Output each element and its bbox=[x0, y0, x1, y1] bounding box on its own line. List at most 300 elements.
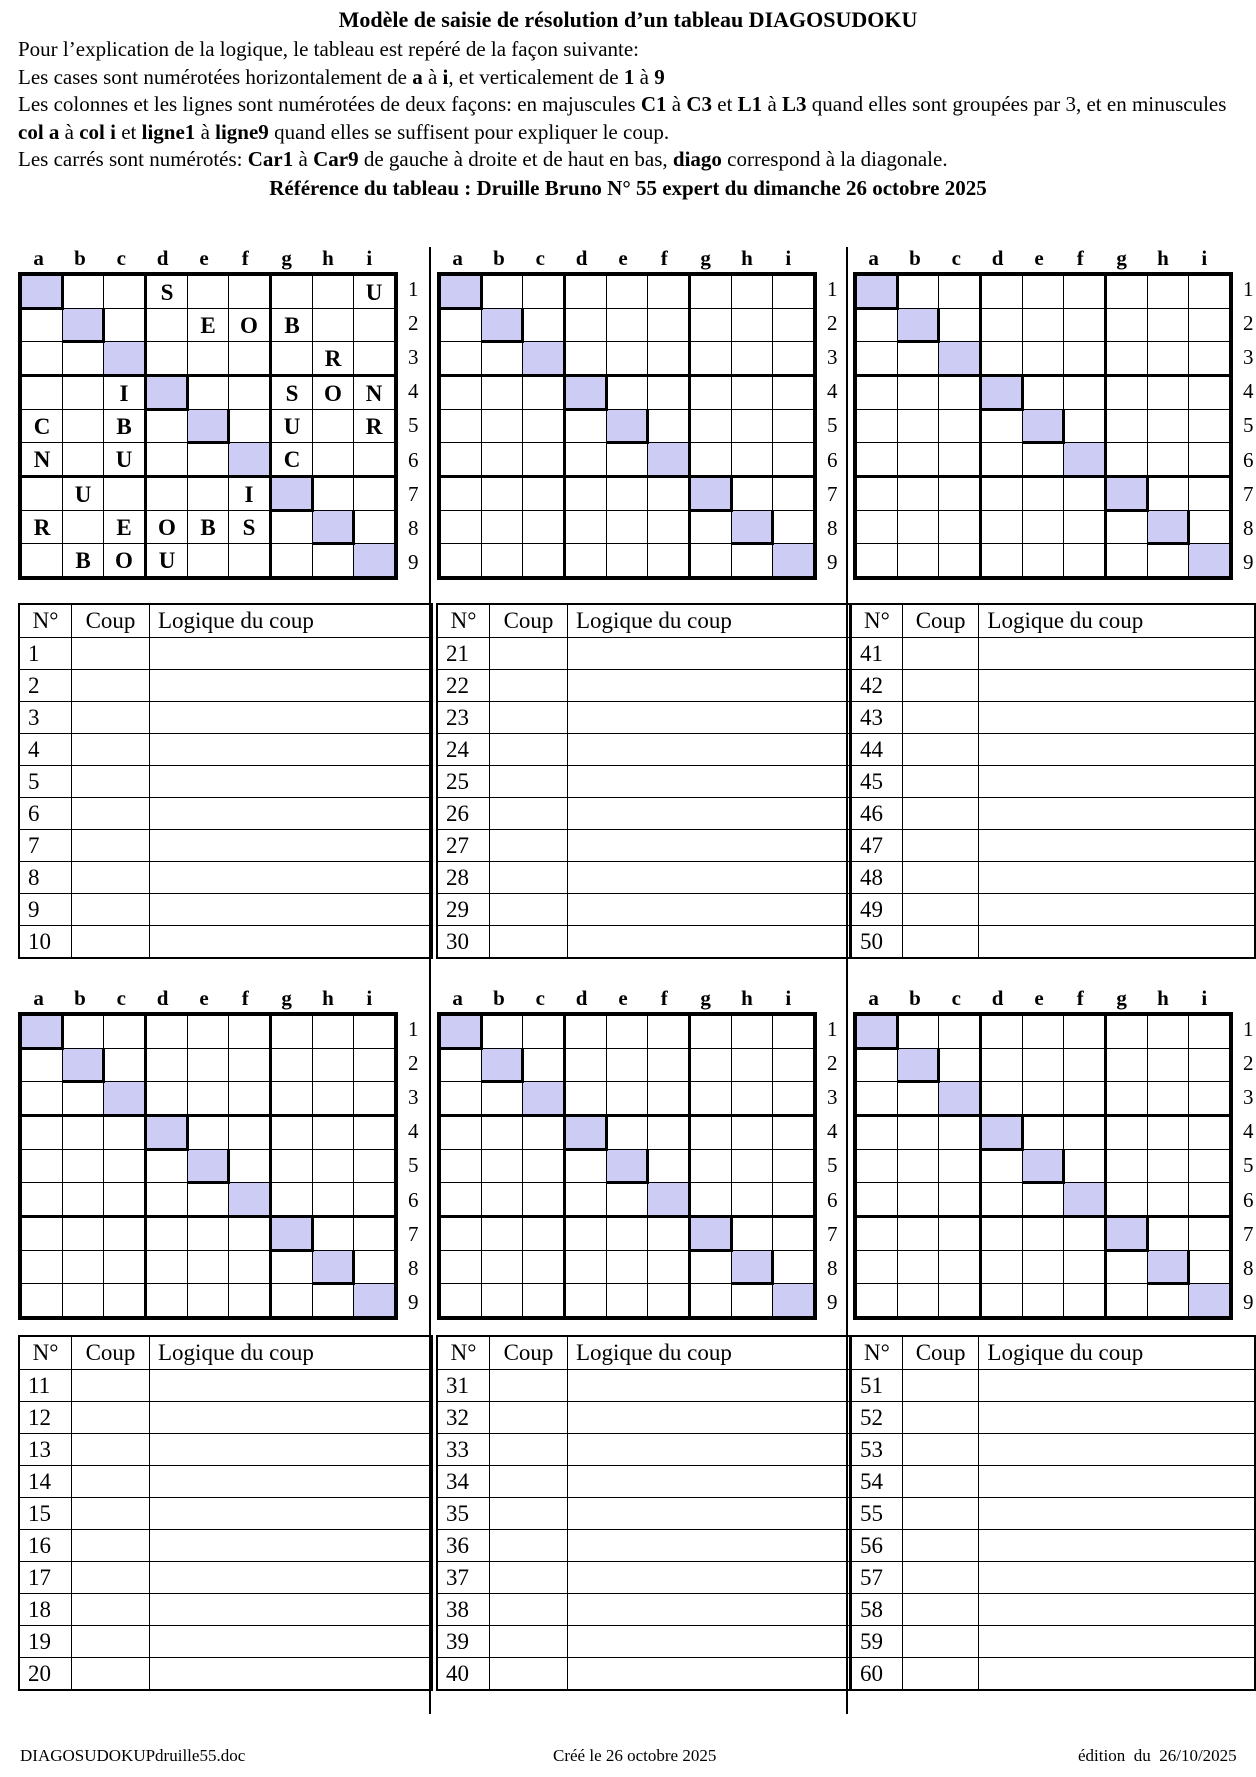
cell-e2[interactable] bbox=[607, 1049, 648, 1082]
cell-f3[interactable] bbox=[648, 1082, 690, 1116]
cell-e5[interactable] bbox=[607, 1150, 648, 1183]
cell-f5[interactable] bbox=[648, 410, 690, 443]
cell-g7[interactable] bbox=[1106, 1217, 1148, 1251]
cell-f3[interactable] bbox=[1064, 342, 1106, 376]
cell-c2[interactable] bbox=[523, 309, 565, 342]
cell-a8[interactable] bbox=[855, 511, 898, 544]
cell-a1[interactable] bbox=[20, 1014, 63, 1049]
cell-a2[interactable] bbox=[20, 1049, 63, 1082]
cell-a3[interactable] bbox=[855, 342, 898, 376]
cell-a8[interactable] bbox=[439, 1251, 482, 1284]
cell-e3[interactable] bbox=[607, 1082, 648, 1116]
logique-input-cell[interactable] bbox=[979, 1370, 1255, 1402]
cell-e6[interactable] bbox=[1023, 443, 1064, 477]
cell-f9[interactable] bbox=[229, 1284, 271, 1319]
cell-h7[interactable] bbox=[313, 477, 354, 511]
cell-h2[interactable] bbox=[732, 1049, 773, 1082]
coup-input-cell[interactable] bbox=[72, 1594, 150, 1626]
logique-input-cell[interactable] bbox=[568, 702, 851, 734]
coup-input-cell[interactable] bbox=[902, 1466, 979, 1498]
cell-a8[interactable] bbox=[439, 511, 482, 544]
cell-e1[interactable] bbox=[1023, 1014, 1064, 1049]
cell-g7[interactable] bbox=[690, 1217, 732, 1251]
coup-input-cell[interactable] bbox=[490, 766, 568, 798]
coup-input-cell[interactable] bbox=[902, 734, 979, 766]
cell-e6[interactable] bbox=[188, 1183, 229, 1217]
cell-h4[interactable] bbox=[1148, 376, 1189, 410]
cell-i3[interactable] bbox=[1189, 1082, 1232, 1116]
coup-input-cell[interactable] bbox=[902, 1658, 979, 1691]
cell-b5[interactable] bbox=[898, 410, 939, 443]
coup-input-cell[interactable] bbox=[72, 734, 150, 766]
cell-f6[interactable] bbox=[229, 443, 271, 477]
cell-h4[interactable] bbox=[732, 1116, 773, 1150]
cell-b4[interactable] bbox=[898, 1116, 939, 1150]
coup-input-cell[interactable] bbox=[490, 798, 568, 830]
cell-g8[interactable] bbox=[1106, 1251, 1148, 1284]
cell-a1[interactable] bbox=[855, 1014, 898, 1049]
cell-b8[interactable] bbox=[482, 511, 523, 544]
coup-input-cell[interactable] bbox=[902, 1530, 979, 1562]
cell-g6[interactable] bbox=[690, 1183, 732, 1217]
cell-c3[interactable] bbox=[939, 342, 981, 376]
cell-i9[interactable] bbox=[354, 544, 397, 579]
cell-i1[interactable] bbox=[354, 1014, 397, 1049]
cell-g1[interactable] bbox=[271, 274, 313, 309]
cell-b2[interactable] bbox=[482, 1049, 523, 1082]
cell-a7[interactable] bbox=[439, 1217, 482, 1251]
cell-g7[interactable] bbox=[1106, 477, 1148, 511]
cell-g9[interactable] bbox=[1106, 1284, 1148, 1319]
cell-a8[interactable] bbox=[855, 1251, 898, 1284]
cell-b3[interactable] bbox=[482, 342, 523, 376]
logique-input-cell[interactable] bbox=[150, 830, 433, 862]
cell-a2[interactable] bbox=[855, 309, 898, 342]
cell-h9[interactable] bbox=[732, 1284, 773, 1319]
cell-d7[interactable] bbox=[146, 1217, 188, 1251]
cell-i9[interactable] bbox=[773, 1284, 816, 1319]
cell-h5[interactable] bbox=[1148, 1150, 1189, 1183]
cell-b8[interactable] bbox=[898, 1251, 939, 1284]
cell-e4[interactable] bbox=[607, 376, 648, 410]
cell-g3[interactable] bbox=[690, 1082, 732, 1116]
cell-d1[interactable] bbox=[565, 1014, 607, 1049]
cell-c1[interactable] bbox=[523, 274, 565, 309]
coup-input-cell[interactable] bbox=[490, 1498, 568, 1530]
cell-a3[interactable] bbox=[439, 1082, 482, 1116]
cell-d5[interactable] bbox=[146, 410, 188, 443]
cell-d2[interactable] bbox=[565, 1049, 607, 1082]
cell-f4[interactable] bbox=[229, 1116, 271, 1150]
logique-input-cell[interactable] bbox=[979, 1498, 1255, 1530]
cell-i5[interactable] bbox=[773, 1150, 816, 1183]
cell-b2[interactable] bbox=[482, 309, 523, 342]
coup-input-cell[interactable] bbox=[490, 1626, 568, 1658]
cell-g5[interactable] bbox=[271, 1150, 313, 1183]
cell-d1[interactable] bbox=[146, 1014, 188, 1049]
cell-a1[interactable] bbox=[20, 274, 63, 309]
cell-i2[interactable] bbox=[773, 1049, 816, 1082]
logique-input-cell[interactable] bbox=[568, 1530, 851, 1562]
cell-e9[interactable] bbox=[607, 1284, 648, 1319]
logique-input-cell[interactable] bbox=[568, 670, 851, 702]
cell-c9[interactable] bbox=[939, 544, 981, 579]
coup-input-cell[interactable] bbox=[72, 702, 150, 734]
cell-h6[interactable] bbox=[732, 443, 773, 477]
logique-input-cell[interactable] bbox=[979, 862, 1255, 894]
cell-e3[interactable] bbox=[188, 342, 229, 376]
cell-c9[interactable] bbox=[523, 544, 565, 579]
cell-d7[interactable] bbox=[981, 1217, 1023, 1251]
logique-input-cell[interactable] bbox=[568, 638, 851, 670]
cell-d1[interactable] bbox=[981, 1014, 1023, 1049]
cell-d6[interactable] bbox=[565, 1183, 607, 1217]
cell-i6[interactable] bbox=[773, 1183, 816, 1217]
cell-h2[interactable] bbox=[732, 309, 773, 342]
cell-i5[interactable] bbox=[773, 410, 816, 443]
cell-e8[interactable] bbox=[607, 1251, 648, 1284]
cell-f3[interactable] bbox=[1064, 1082, 1106, 1116]
logique-input-cell[interactable] bbox=[979, 766, 1255, 798]
cell-f4[interactable] bbox=[648, 376, 690, 410]
cell-b8[interactable] bbox=[482, 1251, 523, 1284]
cell-a1[interactable] bbox=[439, 274, 482, 309]
cell-b4[interactable] bbox=[898, 376, 939, 410]
cell-i9[interactable] bbox=[1189, 544, 1232, 579]
cell-b8[interactable] bbox=[63, 1251, 104, 1284]
cell-d7[interactable] bbox=[981, 477, 1023, 511]
coup-input-cell[interactable] bbox=[490, 702, 568, 734]
coup-input-cell[interactable] bbox=[490, 1370, 568, 1402]
cell-h3[interactable] bbox=[1148, 342, 1189, 376]
cell-g1[interactable] bbox=[1106, 274, 1148, 309]
cell-h5[interactable] bbox=[732, 410, 773, 443]
coup-input-cell[interactable] bbox=[72, 926, 150, 959]
cell-d4[interactable] bbox=[146, 376, 188, 410]
cell-d9[interactable] bbox=[146, 1284, 188, 1319]
cell-d2[interactable] bbox=[981, 1049, 1023, 1082]
coup-input-cell[interactable] bbox=[490, 926, 568, 959]
cell-f1[interactable] bbox=[648, 1014, 690, 1049]
logique-input-cell[interactable] bbox=[979, 1466, 1255, 1498]
cell-c3[interactable] bbox=[939, 1082, 981, 1116]
cell-d3[interactable] bbox=[565, 1082, 607, 1116]
logique-input-cell[interactable] bbox=[150, 638, 433, 670]
cell-i1[interactable] bbox=[773, 1014, 816, 1049]
cell-c8[interactable] bbox=[523, 511, 565, 544]
cell-a5[interactable] bbox=[20, 1150, 63, 1183]
logique-input-cell[interactable] bbox=[150, 1498, 433, 1530]
cell-a2[interactable] bbox=[439, 1049, 482, 1082]
cell-d5[interactable] bbox=[981, 1150, 1023, 1183]
cell-a1[interactable] bbox=[855, 274, 898, 309]
coup-input-cell[interactable] bbox=[72, 830, 150, 862]
cell-a5[interactable] bbox=[439, 410, 482, 443]
cell-g1[interactable] bbox=[690, 1014, 732, 1049]
cell-c2[interactable] bbox=[104, 309, 146, 342]
logique-input-cell[interactable] bbox=[568, 1562, 851, 1594]
coup-input-cell[interactable] bbox=[72, 766, 150, 798]
cell-h2[interactable] bbox=[313, 1049, 354, 1082]
cell-a9[interactable] bbox=[855, 544, 898, 579]
cell-c5[interactable] bbox=[523, 410, 565, 443]
coup-input-cell[interactable] bbox=[902, 1370, 979, 1402]
coup-input-cell[interactable] bbox=[902, 862, 979, 894]
logique-input-cell[interactable] bbox=[979, 1562, 1255, 1594]
cell-i7[interactable] bbox=[1189, 477, 1232, 511]
cell-b8[interactable] bbox=[898, 511, 939, 544]
cell-b3[interactable] bbox=[63, 342, 104, 376]
cell-b5[interactable] bbox=[482, 410, 523, 443]
coup-input-cell[interactable] bbox=[490, 830, 568, 862]
logique-input-cell[interactable] bbox=[979, 734, 1255, 766]
cell-b5[interactable] bbox=[482, 1150, 523, 1183]
logique-input-cell[interactable] bbox=[568, 830, 851, 862]
cell-c2[interactable] bbox=[939, 309, 981, 342]
cell-i4[interactable] bbox=[773, 376, 816, 410]
cell-d6[interactable] bbox=[146, 443, 188, 477]
cell-e5[interactable] bbox=[607, 410, 648, 443]
cell-c7[interactable] bbox=[523, 477, 565, 511]
cell-i4[interactable] bbox=[1189, 1116, 1232, 1150]
cell-b3[interactable] bbox=[898, 1082, 939, 1116]
cell-f2[interactable] bbox=[648, 309, 690, 342]
cell-h7[interactable] bbox=[1148, 477, 1189, 511]
cell-i8[interactable] bbox=[773, 511, 816, 544]
cell-f7[interactable] bbox=[1064, 1217, 1106, 1251]
cell-f7[interactable] bbox=[229, 1217, 271, 1251]
logique-input-cell[interactable] bbox=[568, 1498, 851, 1530]
cell-b5[interactable] bbox=[63, 410, 104, 443]
cell-c5[interactable] bbox=[523, 1150, 565, 1183]
logique-input-cell[interactable] bbox=[150, 1466, 433, 1498]
cell-a6[interactable] bbox=[439, 443, 482, 477]
cell-i3[interactable] bbox=[354, 1082, 397, 1116]
cell-g3[interactable] bbox=[271, 342, 313, 376]
cell-e4[interactable] bbox=[188, 1116, 229, 1150]
cell-e1[interactable] bbox=[188, 1014, 229, 1049]
cell-h6[interactable] bbox=[732, 1183, 773, 1217]
cell-h9[interactable] bbox=[313, 544, 354, 579]
cell-f7[interactable] bbox=[1064, 477, 1106, 511]
cell-b7[interactable] bbox=[898, 1217, 939, 1251]
cell-e4[interactable] bbox=[1023, 376, 1064, 410]
logique-input-cell[interactable] bbox=[568, 734, 851, 766]
logique-input-cell[interactable] bbox=[150, 1402, 433, 1434]
coup-input-cell[interactable] bbox=[72, 1370, 150, 1402]
cell-b6[interactable] bbox=[898, 1183, 939, 1217]
coup-input-cell[interactable] bbox=[72, 1434, 150, 1466]
cell-f1[interactable] bbox=[1064, 274, 1106, 309]
cell-c7[interactable] bbox=[939, 1217, 981, 1251]
cell-g6[interactable] bbox=[271, 1183, 313, 1217]
cell-f3[interactable] bbox=[229, 342, 271, 376]
cell-f8[interactable] bbox=[648, 511, 690, 544]
cell-b2[interactable] bbox=[63, 1049, 104, 1082]
cell-i2[interactable] bbox=[1189, 309, 1232, 342]
cell-g6[interactable] bbox=[690, 443, 732, 477]
cell-e8[interactable] bbox=[1023, 511, 1064, 544]
cell-d1[interactable] bbox=[981, 274, 1023, 309]
cell-h2[interactable] bbox=[313, 309, 354, 342]
cell-a7[interactable] bbox=[20, 477, 63, 511]
logique-input-cell[interactable] bbox=[979, 798, 1255, 830]
logique-input-cell[interactable] bbox=[568, 926, 851, 959]
cell-d8[interactable] bbox=[565, 1251, 607, 1284]
cell-a5[interactable] bbox=[439, 1150, 482, 1183]
coup-input-cell[interactable] bbox=[490, 1466, 568, 1498]
cell-b4[interactable] bbox=[63, 376, 104, 410]
cell-c3[interactable] bbox=[104, 342, 146, 376]
cell-i9[interactable] bbox=[1189, 1284, 1232, 1319]
cell-i3[interactable] bbox=[773, 1082, 816, 1116]
logique-input-cell[interactable] bbox=[979, 1530, 1255, 1562]
logique-input-cell[interactable] bbox=[150, 1594, 433, 1626]
cell-i8[interactable] bbox=[354, 511, 397, 544]
cell-d6[interactable] bbox=[981, 1183, 1023, 1217]
cell-h7[interactable] bbox=[732, 1217, 773, 1251]
cell-e4[interactable] bbox=[188, 376, 229, 410]
logique-input-cell[interactable] bbox=[568, 1594, 851, 1626]
coup-input-cell[interactable] bbox=[902, 926, 979, 959]
cell-f5[interactable] bbox=[229, 410, 271, 443]
cell-a3[interactable] bbox=[439, 342, 482, 376]
cell-e2[interactable] bbox=[1023, 309, 1064, 342]
cell-h9[interactable] bbox=[313, 1284, 354, 1319]
cell-h6[interactable] bbox=[1148, 443, 1189, 477]
cell-g9[interactable] bbox=[1106, 544, 1148, 579]
logique-input-cell[interactable] bbox=[150, 926, 433, 959]
coup-input-cell[interactable] bbox=[490, 1402, 568, 1434]
logique-input-cell[interactable] bbox=[568, 1466, 851, 1498]
cell-e7[interactable] bbox=[607, 1217, 648, 1251]
cell-h6[interactable] bbox=[313, 443, 354, 477]
cell-h1[interactable] bbox=[1148, 274, 1189, 309]
logique-input-cell[interactable] bbox=[150, 1530, 433, 1562]
cell-b4[interactable] bbox=[63, 1116, 104, 1150]
cell-b5[interactable] bbox=[63, 1150, 104, 1183]
cell-b5[interactable] bbox=[898, 1150, 939, 1183]
cell-a7[interactable] bbox=[20, 1217, 63, 1251]
cell-a6[interactable] bbox=[439, 1183, 482, 1217]
cell-c4[interactable] bbox=[523, 1116, 565, 1150]
logique-input-cell[interactable] bbox=[568, 1370, 851, 1402]
cell-d2[interactable] bbox=[146, 309, 188, 342]
cell-h8[interactable] bbox=[732, 1251, 773, 1284]
cell-h2[interactable] bbox=[1148, 309, 1189, 342]
cell-h1[interactable] bbox=[732, 1014, 773, 1049]
cell-b7[interactable] bbox=[898, 477, 939, 511]
cell-f1[interactable] bbox=[229, 1014, 271, 1049]
cell-g9[interactable] bbox=[271, 1284, 313, 1319]
coup-input-cell[interactable] bbox=[902, 1402, 979, 1434]
coup-input-cell[interactable] bbox=[902, 1498, 979, 1530]
cell-i7[interactable] bbox=[354, 1217, 397, 1251]
cell-d6[interactable] bbox=[565, 443, 607, 477]
cell-c8[interactable] bbox=[523, 1251, 565, 1284]
cell-a4[interactable] bbox=[439, 1116, 482, 1150]
coup-input-cell[interactable] bbox=[902, 894, 979, 926]
cell-b1[interactable] bbox=[482, 1014, 523, 1049]
cell-h3[interactable] bbox=[732, 342, 773, 376]
coup-input-cell[interactable] bbox=[490, 862, 568, 894]
cell-d2[interactable] bbox=[981, 309, 1023, 342]
cell-a6[interactable] bbox=[20, 1183, 63, 1217]
coup-input-cell[interactable] bbox=[902, 766, 979, 798]
cell-c8[interactable] bbox=[939, 1251, 981, 1284]
cell-f6[interactable] bbox=[648, 1183, 690, 1217]
coup-input-cell[interactable] bbox=[72, 1402, 150, 1434]
cell-e2[interactable] bbox=[607, 309, 648, 342]
cell-a1[interactable] bbox=[439, 1014, 482, 1049]
cell-i9[interactable] bbox=[354, 1284, 397, 1319]
cell-b9[interactable] bbox=[898, 1284, 939, 1319]
cell-i7[interactable] bbox=[1189, 1217, 1232, 1251]
cell-g2[interactable] bbox=[690, 1049, 732, 1082]
logique-input-cell[interactable] bbox=[979, 926, 1255, 959]
cell-c7[interactable] bbox=[939, 477, 981, 511]
cell-c6[interactable] bbox=[523, 443, 565, 477]
cell-g5[interactable] bbox=[690, 1150, 732, 1183]
cell-a9[interactable] bbox=[20, 1284, 63, 1319]
cell-i3[interactable] bbox=[773, 342, 816, 376]
logique-input-cell[interactable] bbox=[979, 1658, 1255, 1691]
cell-g8[interactable] bbox=[271, 1251, 313, 1284]
cell-c3[interactable] bbox=[523, 1082, 565, 1116]
cell-i8[interactable] bbox=[1189, 511, 1232, 544]
cell-d2[interactable] bbox=[146, 1049, 188, 1082]
cell-e7[interactable] bbox=[1023, 477, 1064, 511]
cell-g6[interactable] bbox=[1106, 1183, 1148, 1217]
coup-input-cell[interactable] bbox=[490, 1434, 568, 1466]
cell-g2[interactable] bbox=[1106, 309, 1148, 342]
cell-c1[interactable] bbox=[104, 274, 146, 309]
coup-input-cell[interactable] bbox=[72, 798, 150, 830]
coup-input-cell[interactable] bbox=[72, 894, 150, 926]
coup-input-cell[interactable] bbox=[490, 1562, 568, 1594]
cell-f2[interactable] bbox=[648, 1049, 690, 1082]
cell-g3[interactable] bbox=[690, 342, 732, 376]
cell-e6[interactable] bbox=[1023, 1183, 1064, 1217]
coup-input-cell[interactable] bbox=[72, 1466, 150, 1498]
cell-f9[interactable] bbox=[1064, 544, 1106, 579]
logique-input-cell[interactable] bbox=[979, 702, 1255, 734]
logique-input-cell[interactable] bbox=[150, 862, 433, 894]
cell-g8[interactable] bbox=[690, 511, 732, 544]
cell-g2[interactable] bbox=[690, 309, 732, 342]
cell-f3[interactable] bbox=[229, 1082, 271, 1116]
cell-e5[interactable] bbox=[188, 1150, 229, 1183]
cell-i1[interactable] bbox=[1189, 1014, 1232, 1049]
cell-c8[interactable] bbox=[939, 511, 981, 544]
cell-f8[interactable] bbox=[1064, 511, 1106, 544]
coup-input-cell[interactable] bbox=[490, 894, 568, 926]
coup-input-cell[interactable] bbox=[72, 1626, 150, 1658]
cell-h7[interactable] bbox=[313, 1217, 354, 1251]
cell-g5[interactable] bbox=[1106, 410, 1148, 443]
cell-f2[interactable] bbox=[1064, 1049, 1106, 1082]
cell-e3[interactable] bbox=[1023, 342, 1064, 376]
cell-a5[interactable] bbox=[855, 410, 898, 443]
logique-input-cell[interactable] bbox=[979, 1434, 1255, 1466]
cell-i6[interactable] bbox=[354, 443, 397, 477]
cell-i6[interactable] bbox=[1189, 1183, 1232, 1217]
cell-g5[interactable] bbox=[1106, 1150, 1148, 1183]
cell-d8[interactable] bbox=[981, 1251, 1023, 1284]
cell-f8[interactable] bbox=[1064, 1251, 1106, 1284]
cell-d5[interactable] bbox=[565, 1150, 607, 1183]
cell-c6[interactable] bbox=[104, 1183, 146, 1217]
